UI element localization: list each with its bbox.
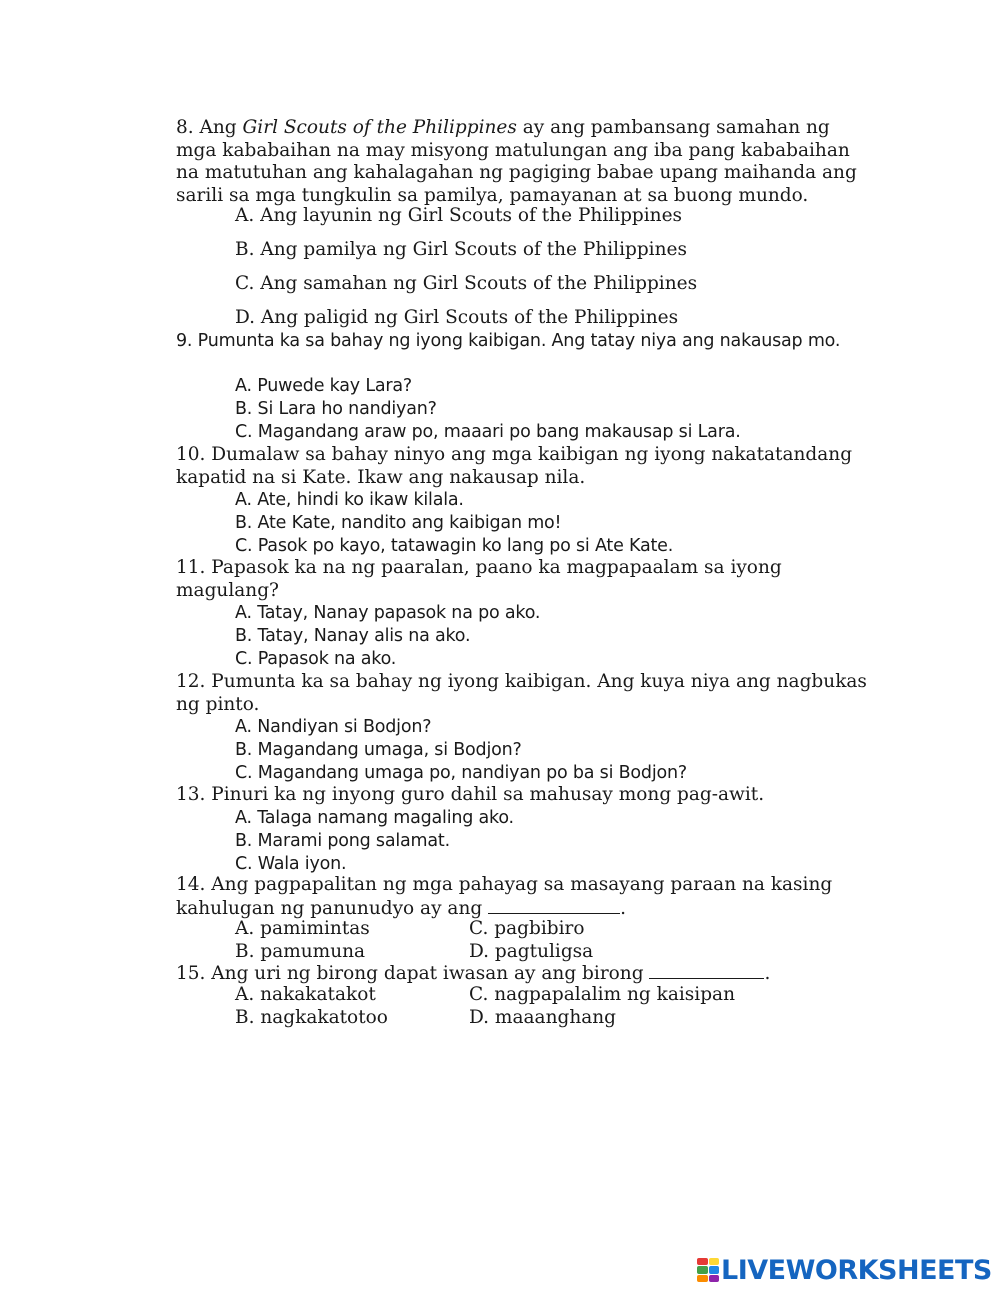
- q10-option-c[interactable]: C. Pasok po kayo, tatawagin ko lang po si Ate Kate.: [235, 536, 674, 556]
- logo-block: [697, 1275, 708, 1282]
- q8-option-a[interactable]: A. Ang layunin ng Girl Scouts of the Philippines: [235, 205, 683, 226]
- question-14: 14. Ang pagpapalitan ng mga pahayag sa masayang paraan na kasing kahulugan ng panunudyo ay ang .: [176, 874, 833, 919]
- answer-blank[interactable]: [649, 962, 764, 979]
- organization-name: Girl Scouts of the Philippines: [242, 117, 517, 138]
- q8-option-c[interactable]: C. Ang samahan ng Girl Scouts of the Philippines: [235, 273, 698, 294]
- q9-option-c[interactable]: C. Magandang araw po, maaari po bang makausap si Lara.: [235, 422, 741, 442]
- q15-option-b[interactable]: B. nagkakatotoo: [235, 1007, 388, 1028]
- logo-block: [697, 1266, 708, 1273]
- question-9: 9. Pumunta ka sa bahay ng iyong kaibigan. Ang tatay niya ang nakausap mo.: [176, 331, 841, 351]
- liveworksheets-logo[interactable]: [697, 1256, 992, 1284]
- q11-option-b[interactable]: B. Tatay, Nanay alis na ako.: [235, 626, 471, 646]
- q10-option-a[interactable]: A. Ate, hindi ko ikaw kilala.: [235, 490, 464, 510]
- q14-option-d[interactable]: D. pagtuligsa: [469, 941, 594, 962]
- q8-option-d[interactable]: D. Ang paligid ng Girl Scouts of the Philippines: [235, 307, 679, 328]
- logo-text: LIVEWORKSHEETS: [721, 1254, 992, 1286]
- q15-option-a[interactable]: A. nakakatakot: [235, 984, 376, 1005]
- q14-option-a[interactable]: A. pamimintas: [235, 918, 370, 939]
- q15-option-d[interactable]: D. maaanghang: [469, 1007, 617, 1028]
- question-15: 15. Ang uri ng birong dapat iwasan ay ang birong .: [176, 963, 771, 984]
- answer-blank[interactable]: [488, 897, 620, 914]
- question-8: 8. Ang Girl Scouts of the Philippines ay ang pambansang samahan ng mga kababaihan na may misyong matulungan ang iba pang kababaihan na matutuhan ang kahalagahan ng pagiging babae upang maihanda ang sarili sa mga tungkulin sa pamilya, pamayanan at sa buong mundo.: [176, 117, 857, 206]
- q15-option-c[interactable]: C. nagpapalalim ng kaisipan: [469, 984, 735, 1005]
- question-13: 13. Pinuri ka ng inyong guro dahil sa mahusay mong pag-awit.: [176, 784, 765, 805]
- q14-option-b[interactable]: B. pamumuna: [235, 941, 366, 962]
- logo-block: [709, 1275, 720, 1282]
- q14-option-c[interactable]: C. pagbibiro: [469, 918, 585, 939]
- q12-option-c[interactable]: C. Magandang umaga po, nandiyan po ba si Bodjon?: [235, 763, 687, 783]
- q12-option-b[interactable]: B. Magandang umaga, si Bodjon?: [235, 740, 522, 760]
- q9-option-b[interactable]: B. Si Lara ho nandiyan?: [235, 399, 437, 419]
- q12-option-a[interactable]: A. Nandiyan si Bodjon?: [235, 717, 432, 737]
- logo-block: [709, 1258, 720, 1265]
- question-11: 11. Papasok ka na ng paaralan, paano ka magpapaalam sa iyong magulang?: [176, 557, 782, 601]
- q8-option-b[interactable]: B. Ang pamilya ng Girl Scouts of the Philippines: [235, 239, 687, 260]
- question-12: 12. Pumunta ka sa bahay ng iyong kaibigan. Ang kuya niya ang nagbukas ng pinto.: [176, 671, 867, 715]
- q11-option-a[interactable]: A. Tatay, Nanay papasok na po ako.: [235, 603, 541, 623]
- q11-option-c[interactable]: C. Papasok na ako.: [235, 649, 397, 669]
- question-10: 10. Dumalaw sa bahay ninyo ang mga kaibigan ng iyong nakatatandang kapatid na si Kate. Ikaw ang nakausap nila.: [176, 444, 853, 488]
- logo-block: [709, 1266, 720, 1273]
- q13-option-c[interactable]: C. Wala iyon.: [235, 854, 347, 874]
- q13-option-a[interactable]: A. Talaga namang magaling ako.: [235, 808, 514, 828]
- q10-option-b[interactable]: B. Ate Kate, nandito ang kaibigan mo!: [235, 513, 562, 533]
- q9-option-a[interactable]: A. Puwede kay Lara?: [235, 376, 412, 396]
- liveworksheets-logo-icon: [697, 1258, 719, 1282]
- logo-block: [697, 1258, 708, 1265]
- q13-option-b[interactable]: B. Marami pong salamat.: [235, 831, 450, 851]
